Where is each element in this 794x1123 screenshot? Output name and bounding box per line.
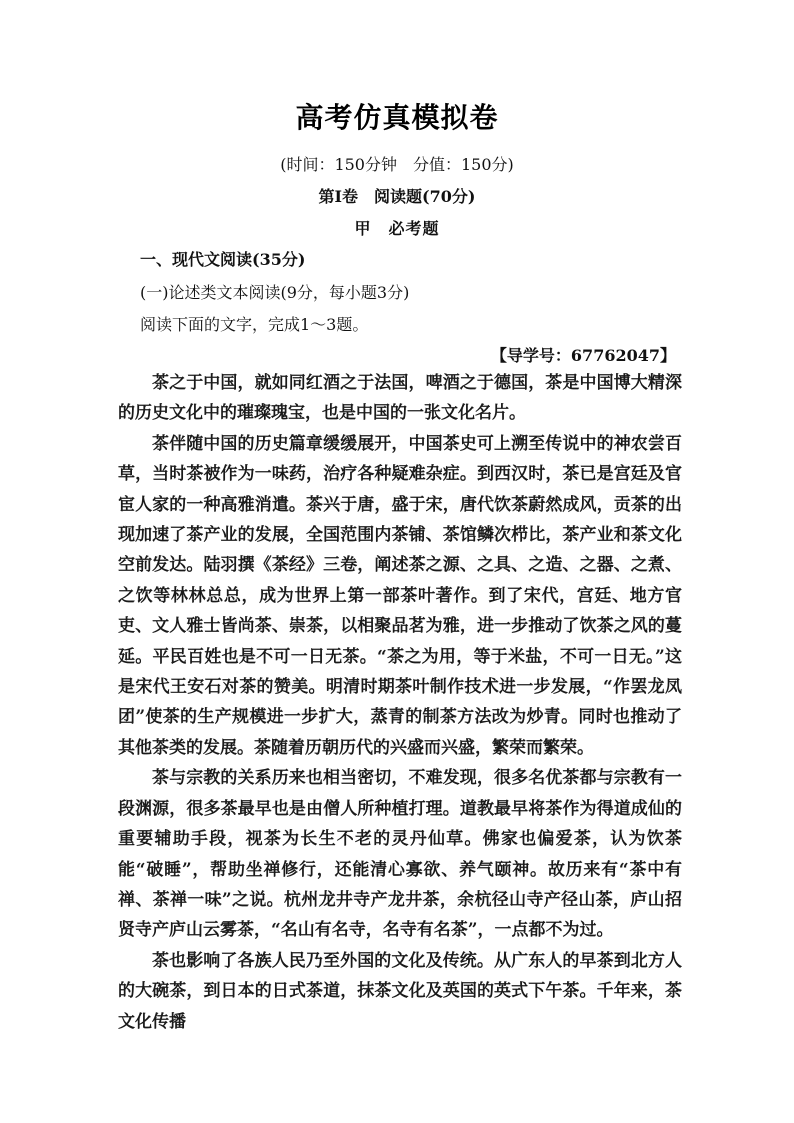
instruction-text: 阅读下面的文字，完成1～3题。 xyxy=(140,315,369,334)
paragraph: 茶也影响了各族人民乃至外国的文化及传统。从广东人的早茶到北方人的大碗茶，到日本的日式茶道，抹茶文化及英国的英式下午茶。千年来，茶文化传播 xyxy=(118,950,682,1032)
subsection-heading: 甲 必考题 xyxy=(354,219,440,238)
paragraph: 茶之于中国，就如同红酒之于法国，啤酒之于德国，茶是中国博大精深的历史文化中的璀璨瑰宝，也是中国的一张文化名片。 xyxy=(118,373,682,424)
guide-number: 【导学号：67762047】 xyxy=(490,346,676,365)
page-title: 高考仿真模拟卷 xyxy=(295,101,499,134)
paragraph: 茶与宗教的关系历来也相当密切，不难发现，很多名优茶都与宗教有一段渊源，很多茶最早也是由僧人所种植打理。道教最早将茶作为得道成仙的重要辅助手段，视茶为长生不老的灵丹仙草。佛家也偏爱茶，认为饮茶能“破睡”，帮助坐禅修行，还能清心寡欲、养气颐神。故历来有“茶中有禅、茶禅一味”之说。杭州龙井寺产龙井茶，余杭径山寺产径山茶，庐山招贤寺产庐山云雾茶，“名山有名寺，名寺有名茶”，一点都不为过。 xyxy=(118,768,682,941)
section-heading: 第Ⅰ卷 阅读题(70分) xyxy=(318,187,476,206)
article-body xyxy=(118,368,682,1037)
part-heading: 一、现代文阅读(35分) xyxy=(140,250,306,269)
exam-meta: (时间：150分钟 分值：150分) xyxy=(280,155,514,174)
paragraph: 茶伴随中国的历史篇章缓缓展开，中国茶史可上溯至传说中的神农尝百草，当时茶被作为一味药，治疗各种疑难杂症。到西汉时，茶已是宫廷及官宦人家的一种高雅消遣。茶兴于唐，盛于宋，唐代饮茶蔚然成风，贡茶的出现加速了茶产业的发展，全国范围内茶铺、茶馆鳞次栉比，茶产业和茶文化空前发达。陆羽撰《茶经》三卷，阐述茶之源、之具、之造、之器、之煮、之饮等林林总总，成为世界上第一部茶叶著作。到了宋代，宫廷、地方官吏、文人雅士皆尚茶、崇茶，以相聚品茗为雅，进一步推动了饮茶之风的蔓延。平民百姓也是不可一日无茶。“茶之为用，等于米盐，不可一日无。”这是宋代王安石对茶的赞美。明清时期茶叶制作技术进一步发展，“作罢龙凤团”使茶的生产规模进一步扩大，蒸青的制茶方法改为炒青。同时也推动了其他茶类的发展。茶随着历朝历代的兴盛而兴盛，繁荣而繁荣。 xyxy=(118,433,682,758)
sub-heading: (一)论述类文本阅读(9分，每小题3分) xyxy=(140,283,410,302)
